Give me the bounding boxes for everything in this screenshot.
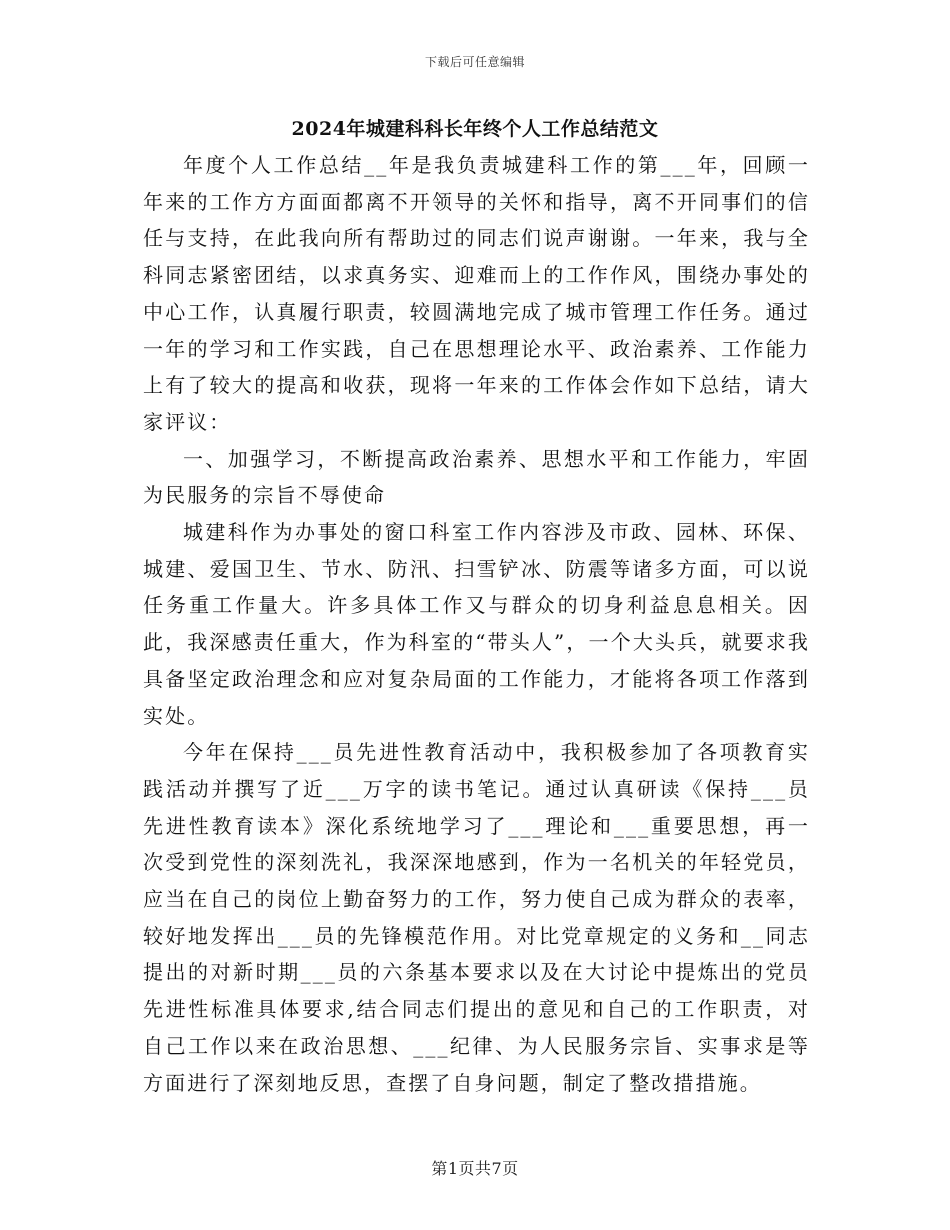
- page-indicator: 第1页共7页: [431, 1159, 519, 1178]
- paragraph-intro: 年度个人工作总结__年是我负责城建科工作的第___年，回顾一年来的工作方方面面都离不开领导的关怀和指导，离不开同事们的信任与支持，在此我向所有帮助过的同志们说声谢谢。一年来，我与全科同志紧密团结，以求真务实、迎难而上的工作作风，围绕办事处的中心工作，认真履行职责，较圆满地完成了城市管理工作任务。通过一年的学习和工作实践，自己在思想理论水平、政治素养、工作能力上有了较大的提高和收获，现将一年来的工作体会作如下总结，请大家评议：: [143, 153, 810, 434]
- paragraph-scope: 城建科作为办事处的窗口科室工作内容涉及市政、园林、环保、城建、爱国卫生、节水、防汛、扫雪铲冰、防震等诸多方面，可以说任务重工作量大。许多具体工作又与群众的切身利益息息相关。因此，我深感责任重大，作为科室的“带头人”，一个大头兵，就要求我具备坚定政治理念和应对复杂局面的工作能力，才能将各项工作落到实处。: [143, 520, 810, 728]
- document-body: [143, 147, 810, 1101]
- document-title: 2024年城建科科长年终个人工作总结范文: [291, 118, 659, 140]
- header-note: 下载后可任意编辑: [424, 55, 525, 69]
- paragraph-section-heading: 一、加强学习，不断提高政治素养、思想水平和工作能力，牢固为民服务的宗旨不辱使命: [143, 446, 810, 508]
- paragraph-study: 今年在保持___员先进性教育活动中，我积极参加了各项教育实践活动并撰写了近___万字的读书笔记。通过认真研读《保持___员先进性教育读本》深化系统地学习了___理论和___重要思想，再一次受到党性的深刻洗礼，我深深地感到，作为一名机关的年轻党员，应当在自己的岗位上勤奋努力的工作，努力使自己成为群众的表率，较好地发挥出___员的先锋模范作用。对比党章规定的义务和__同志提出的对新时期___员的六条基本要求以及在大讨论中提炼出的党员先进性标准具体要求,结合同志们提出的意见和自己的工作职责，对自己工作以来在政治思想、___纪律、为人民服务宗旨、实事求是等方面进行了深刻地反思，查摆了自身问题，制定了整改措措施。: [143, 740, 810, 1095]
